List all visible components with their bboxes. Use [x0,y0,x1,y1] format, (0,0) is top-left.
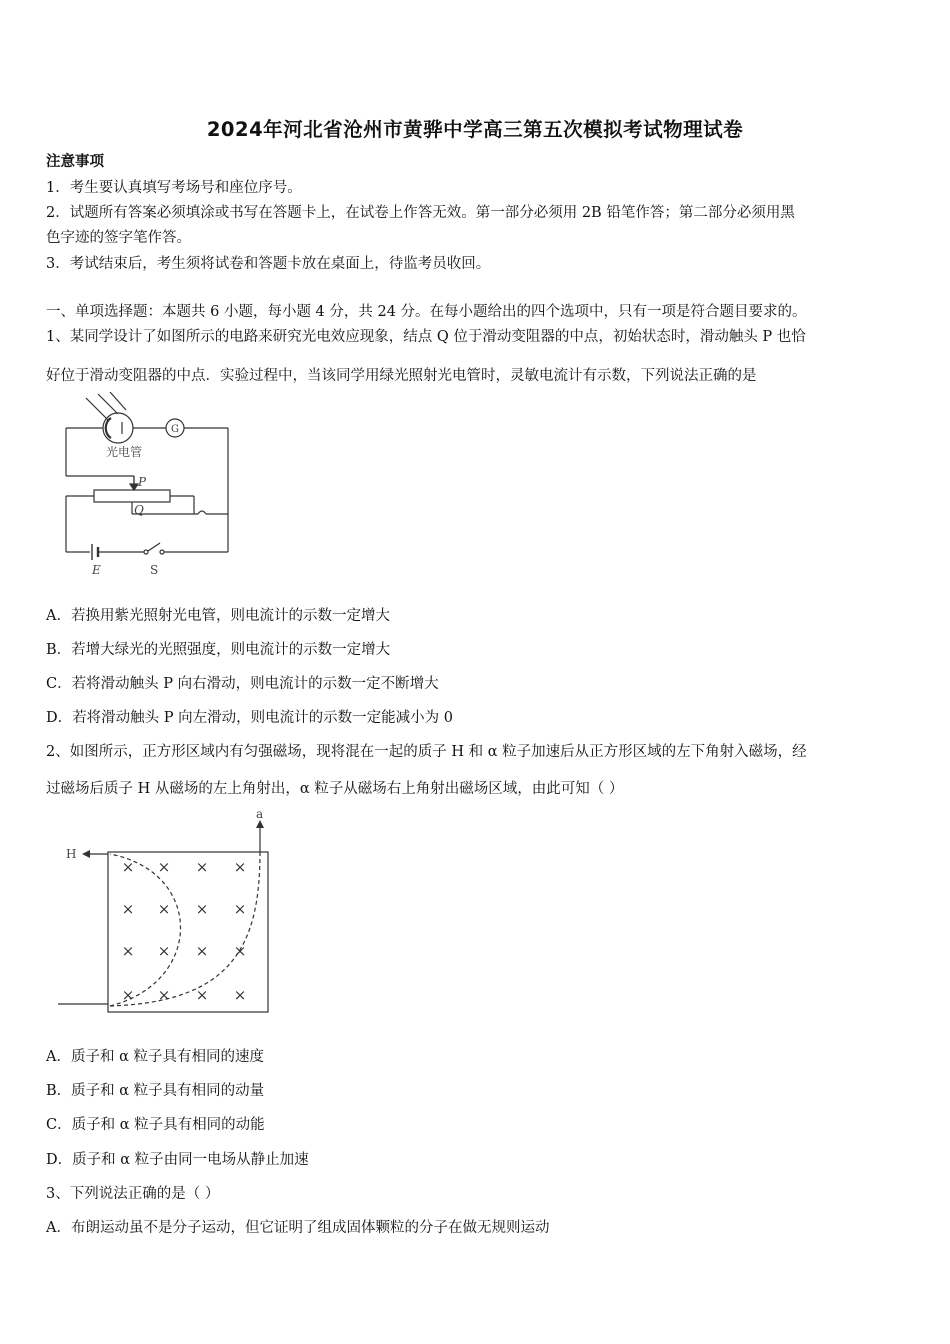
field-mark: × [233,986,247,1004]
q1-circuit-figure [56,392,246,582]
proton-path [110,854,181,1006]
tube-label: 光电管 [106,445,143,459]
photo-tube [103,413,133,443]
field-mark: × [121,986,135,1004]
field-mark: × [233,900,247,918]
field-mark: × [121,942,135,960]
field-marks [122,858,247,1004]
q2-option-b: B．质子和 α 粒子具有相同的动量 [46,1083,265,1099]
field-mark: × [195,986,209,1004]
field-mark: × [157,858,171,876]
q-label: Q [134,503,144,517]
notice-item-2-cont: 色字迹的签字笔作答。 [46,230,191,246]
e-label: E [92,563,101,577]
page-title: 2024年河北省沧州市黄骅中学高三第五次模拟考试物理试卷 [206,118,744,141]
field-mark: × [233,858,247,876]
field-mark: × [157,942,171,960]
light-ray [110,392,126,410]
field-mark: × [157,900,171,918]
field-mark: × [195,942,209,960]
q2-option-a: A．质子和 α 粒子具有相同的速度 [46,1049,264,1065]
q3-stem: 3、下列说法正确的是（ ） [46,1186,220,1202]
switch-s [148,543,160,551]
q1-stem-line-1: 1、某同学设计了如图所示的电路来研究光电效应现象，结点 Q 位于滑动变阻器的中点，初始状态时，滑动触头 P 也恰 [46,329,806,345]
rheostat [94,490,170,502]
field-mark: × [121,900,135,918]
p-label: P [138,475,147,489]
section-heading: 一、单项选择题：本题共 6 小题，每小题 4 分，共 24 分。在每小题给出的四个选项中，只有一项是符合题目要求的。 [46,304,807,320]
q2-stem-line-2: 过磁场后质子 H 从磁场的左上角射出，α 粒子从磁场右上角射出磁场区域，由此可知（ ） [46,781,624,797]
q1-option-b: B．若增大绿光的光照强度，则电流计的示数一定增大 [46,642,391,658]
notice-heading: 注意事项 [46,153,104,170]
q2-field-figure [56,806,286,1018]
q2-option-c: C．质子和 α 粒子具有相同的动能 [46,1117,265,1133]
field-mark: × [157,986,171,1004]
notice-item-2: 2．试题所有答案必须填涂或书写在答题卡上，在试卷上作答无效。第一部分必须用 2B 铅笔作答；第二部分必须用黑 [46,205,795,221]
field-mark: × [195,858,209,876]
q1-option-c: C．若将滑动触头 P 向右滑动，则电流计的示数一定不断增大 [46,676,439,692]
notice-item-3: 3．考试结束后，考生须将试卷和答题卡放在桌面上，待监考员收回。 [46,256,491,272]
meter-label: G [171,424,179,435]
s-label: S [150,563,159,577]
q1-stem-line-2: 好位于滑动变阻器的中点．实验过程中，当该同学用绿光照射光电管时，灵敏电流计有示数，下列说法正确的是 [46,368,757,384]
q1-option-a: A．若换用紫光照射光电管，则电流计的示数一定增大 [46,608,390,624]
a-label: a [256,807,264,821]
field-mark: × [233,942,247,960]
notice-item-1: 1．考生要认真填写考场号和座位序号。 [46,180,302,196]
q2-stem-line-1: 2、如图所示，正方形区域内有匀强磁场，现将混在一起的质子 H 和 α 粒子加速后从正方形区域的左下角射入磁场，经 [46,744,807,760]
field-mark: × [121,858,135,876]
q2-option-d: D．质子和 α 粒子由同一电场从静止加速 [46,1152,309,1168]
q1-option-d: D．若将滑动触头 P 向左滑动，则电流计的示数一定能减小为 0 [46,710,453,726]
q3-option-a: A．布朗运动虽不是分子运动，但它证明了组成固体颗粒的分子在做无规则运动 [46,1220,550,1236]
h-label: H [66,847,77,861]
field-mark: × [195,900,209,918]
